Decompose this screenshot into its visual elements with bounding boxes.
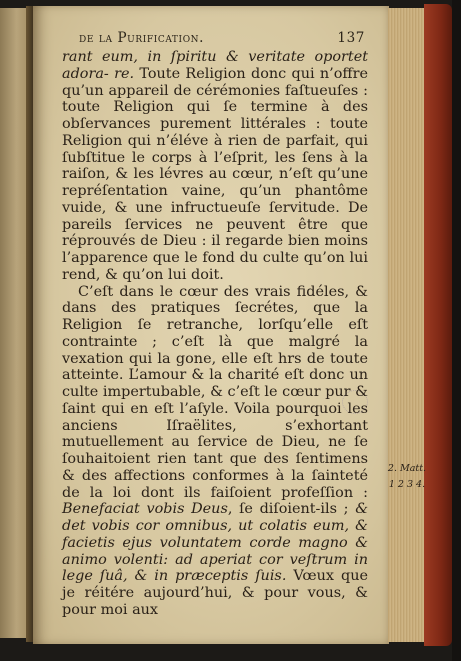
paragraph-text: , ſe diſoient-ils ;	[227, 501, 356, 518]
page-number: 137	[337, 30, 365, 46]
latin-quote: re.	[114, 65, 135, 82]
margin-reference-line: 2. Matt.	[387, 463, 427, 474]
page-header	[79, 30, 365, 50]
background-shadow	[452, 0, 461, 661]
latin-quote: Benefaciat vobis Deus	[62, 501, 228, 518]
margin-reference	[387, 461, 427, 493]
paragraph-text: Toute Religion donc qui n’offre qu’un appareil de cérémonies faſtueuſes : toute Religion qui ſe termine à des obſervances purement littérales : toute Religion qui n’éléve à rien de parfait, qui ſubſtitue le corps à l’eſprit, les ſens à la raiſon, & les lévres au cœur, n’eſt qu’une repréſentation vaine, qu’un phantôme vuide, & une infructueuſe ſervitude. De pareils ſervices ne peuvent être que réprouvés de Dieu : il regarde bien moins l’apparence que le fond du culte qu’on lui rend, & qu’on lui doit.	[62, 65, 368, 283]
margin-reference-line: 1 2 3 4.	[388, 479, 426, 490]
running-head: de la Purification.	[79, 30, 205, 46]
body-text	[62, 49, 368, 619]
latin-quote: & det vobis cor omnibus, ut colatis eum, & facietis ejus voluntatem corde magno & animo volenti: ad aperiat cor veſtrum in lege ſuâ, & in præceptis ſuis.	[62, 501, 369, 585]
paragraph-text: C’eſt dans le cœur des vrais fidéles, & dans des pratiques ſecrétes, que la Religion ſe retranche, lorſqu’elle eſt contrainte ; c’eſt là que malgré la vexation qui la gone, elle eſt hrs de toute atteinte. L’amour & la charité eſt donc un culte impertubable, & c’eſt le cœur pur & ſaint qui en eſt l’aſyle. Voila pourquoi les anciens Iſraëlites, s’exhortant mutuellement au ſervice de Dieu, ne ſe ſouhaitoient rien tant que des ſentimens & des affections conformes à la ſainteté de la loi dont ils faiſoient profeſſion :	[62, 283, 368, 501]
paragraph-text: Vœux que je réitére aujourd’hui, & pour vous, & pour moi aux	[62, 568, 368, 618]
page-fore-edge	[388, 8, 428, 642]
paragraph	[62, 284, 368, 619]
latin-quote: rant eum, in ſpiritu & veritate oportet adora-	[62, 49, 368, 82]
paragraph	[62, 49, 368, 284]
book-cover-edge	[424, 4, 452, 646]
